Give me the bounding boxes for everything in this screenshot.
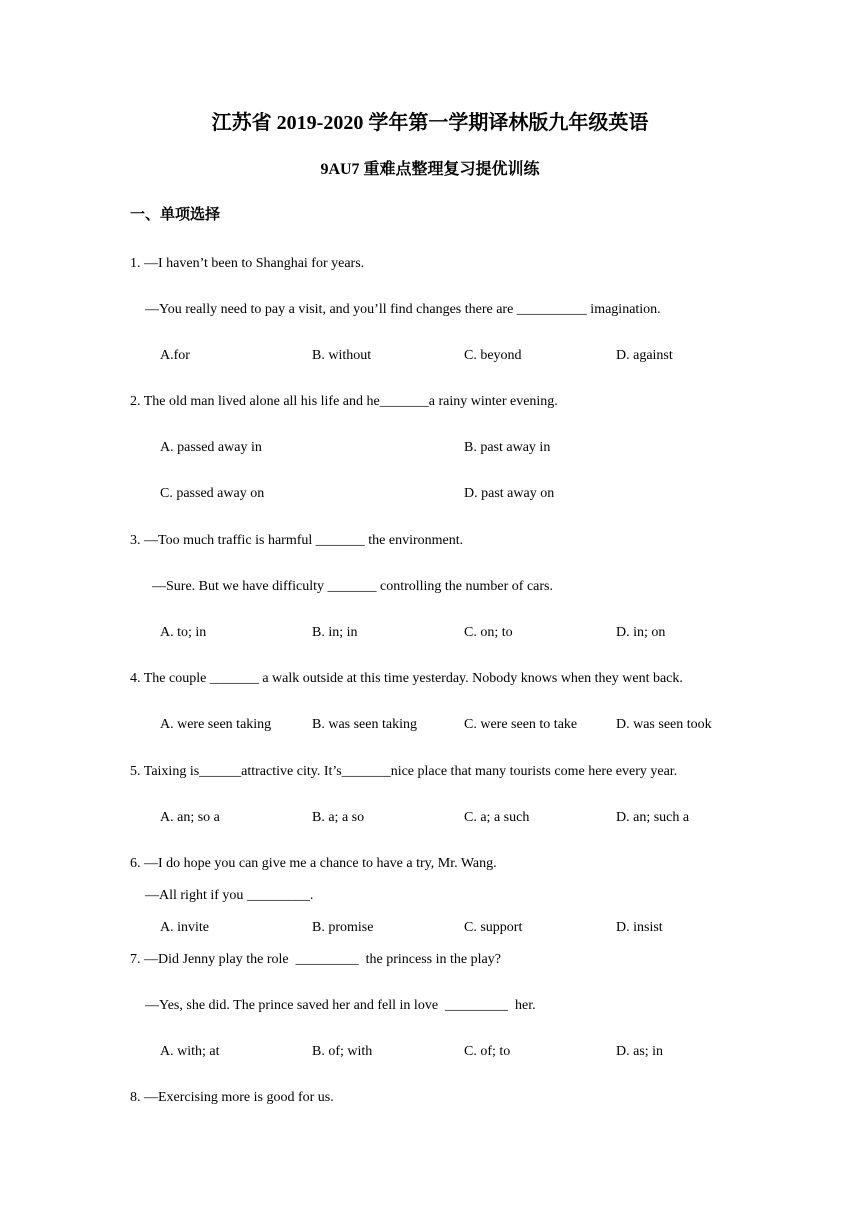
question-line: 2. The old man lived alone all his life and he_______a rainy winter evening.	[130, 394, 558, 409]
question-line: —Sure. But we have difficulty _______ controlling the number of cars.	[152, 579, 553, 594]
option-b: B. in; in	[312, 625, 358, 640]
option-b: B. a; a so	[312, 810, 365, 825]
option-a: A. passed away in	[160, 440, 262, 455]
question-line: 5. Taixing is______attractive city. It’s_______nice place that many tourists come here every year.	[130, 764, 678, 779]
question-line: —All right if you _________.	[145, 888, 314, 903]
option-c: C. beyond	[464, 348, 522, 363]
option-d: D. an; such a	[616, 810, 690, 825]
option-d: D. in; on	[616, 625, 666, 640]
option-a: A.for	[160, 348, 190, 363]
option-a: A. with; at	[160, 1044, 220, 1059]
option-c: C. a; a such	[464, 810, 530, 825]
option-a: A. to; in	[160, 625, 207, 640]
option-c: C. of; to	[464, 1044, 511, 1059]
option-d: D. as; in	[616, 1044, 664, 1059]
option-b: B. of; with	[312, 1044, 373, 1059]
option-c: C. on; to	[464, 625, 513, 640]
option-c: C. support	[464, 920, 523, 935]
question-line: —Yes, she did. The prince saved her and fell in love _________ her.	[145, 998, 536, 1013]
option-d: D. against	[616, 348, 673, 363]
option-b: B. without	[312, 348, 372, 363]
option-d: D. insist	[616, 920, 663, 935]
option-b: B. past away in	[464, 440, 551, 455]
option-c: C. were seen to take	[464, 717, 578, 732]
document-subtitle: 9AU7 重难点整理复习提优训练	[320, 161, 540, 178]
option-b: B. was seen taking	[312, 717, 417, 732]
question-line: 6. —I do hope you can give me a chance to have a try, Mr. Wang.	[130, 856, 497, 871]
question-line: 4. The couple _______ a walk outside at this time yesterday. Nobody knows when they went back.	[130, 671, 683, 686]
question-line: 1. —I haven’t been to Shanghai for years.	[130, 256, 365, 271]
document-title: 江苏省 2019-2020 学年第一学期译林版九年级英语	[211, 112, 649, 134]
option-c: C. passed away on	[160, 486, 265, 501]
question-line: 7. —Did Jenny play the role _________ the princess in the play?	[130, 952, 501, 967]
question-line: 8. —Exercising more is good for us.	[130, 1090, 334, 1105]
option-a: A. were seen taking	[160, 717, 272, 732]
option-d: D. past away on	[464, 486, 555, 501]
question-line: —You really need to pay a visit, and you’ll find changes there are __________ imagination.	[145, 302, 661, 317]
option-d: D. was seen took	[616, 717, 712, 732]
option-a: A. invite	[160, 920, 209, 935]
question-line: 3. —Too much traffic is harmful _______ the environment.	[130, 533, 464, 548]
option-a: A. an; so a	[160, 810, 220, 825]
section-heading: 一、单项选择	[130, 207, 221, 223]
option-b: B. promise	[312, 920, 374, 935]
